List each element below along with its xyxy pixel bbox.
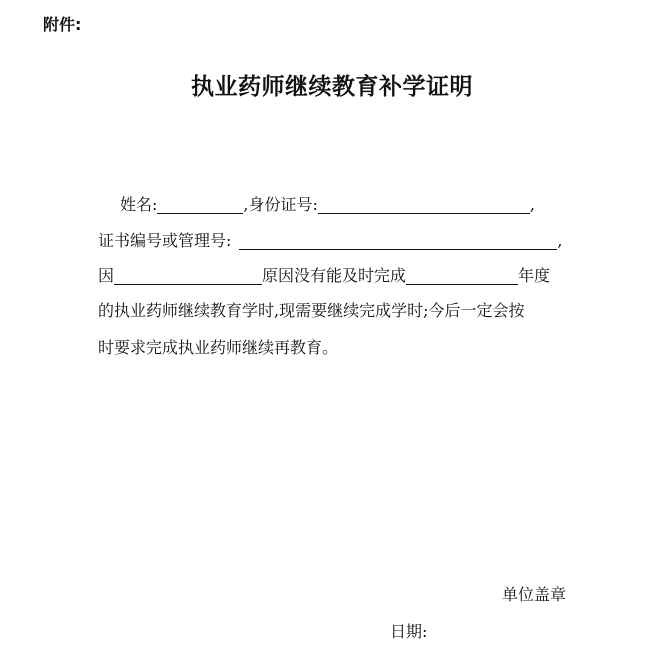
id-label: ,身份证号: (243, 195, 318, 214)
name-blank[interactable] (157, 195, 243, 214)
form-line-reason (98, 264, 550, 288)
because-label: 因 (98, 266, 115, 285)
line1-end-punct: , (529, 195, 535, 214)
year-blank[interactable] (406, 266, 518, 285)
page-title: 执业药师继续教育补学证明 (191, 73, 473, 100)
seal-label: 单位盖章 (502, 585, 567, 604)
reason-text: 原因没有能及时完成 (262, 266, 407, 285)
form-line-name-id (120, 193, 535, 217)
form-line-certificate (98, 229, 563, 253)
certificate-number-blank[interactable] (239, 231, 557, 250)
body-text-line5: 时要求完成执业药师继续再教育。 (98, 338, 339, 357)
attachment-label: 附件: (43, 15, 82, 34)
reason-blank[interactable] (114, 266, 262, 285)
body-text-line4: 的执业药师继续教育学时,现需要继续完成学时;今后一定会按 (98, 301, 525, 320)
date-label: 日期: (390, 622, 428, 641)
certificate-label: 证书编号或管理号: (98, 231, 232, 250)
id-number-blank[interactable] (318, 195, 530, 214)
year-label: 年度 (518, 266, 551, 285)
line2-end-punct: , (557, 231, 563, 250)
name-label: 姓名: (120, 195, 158, 214)
